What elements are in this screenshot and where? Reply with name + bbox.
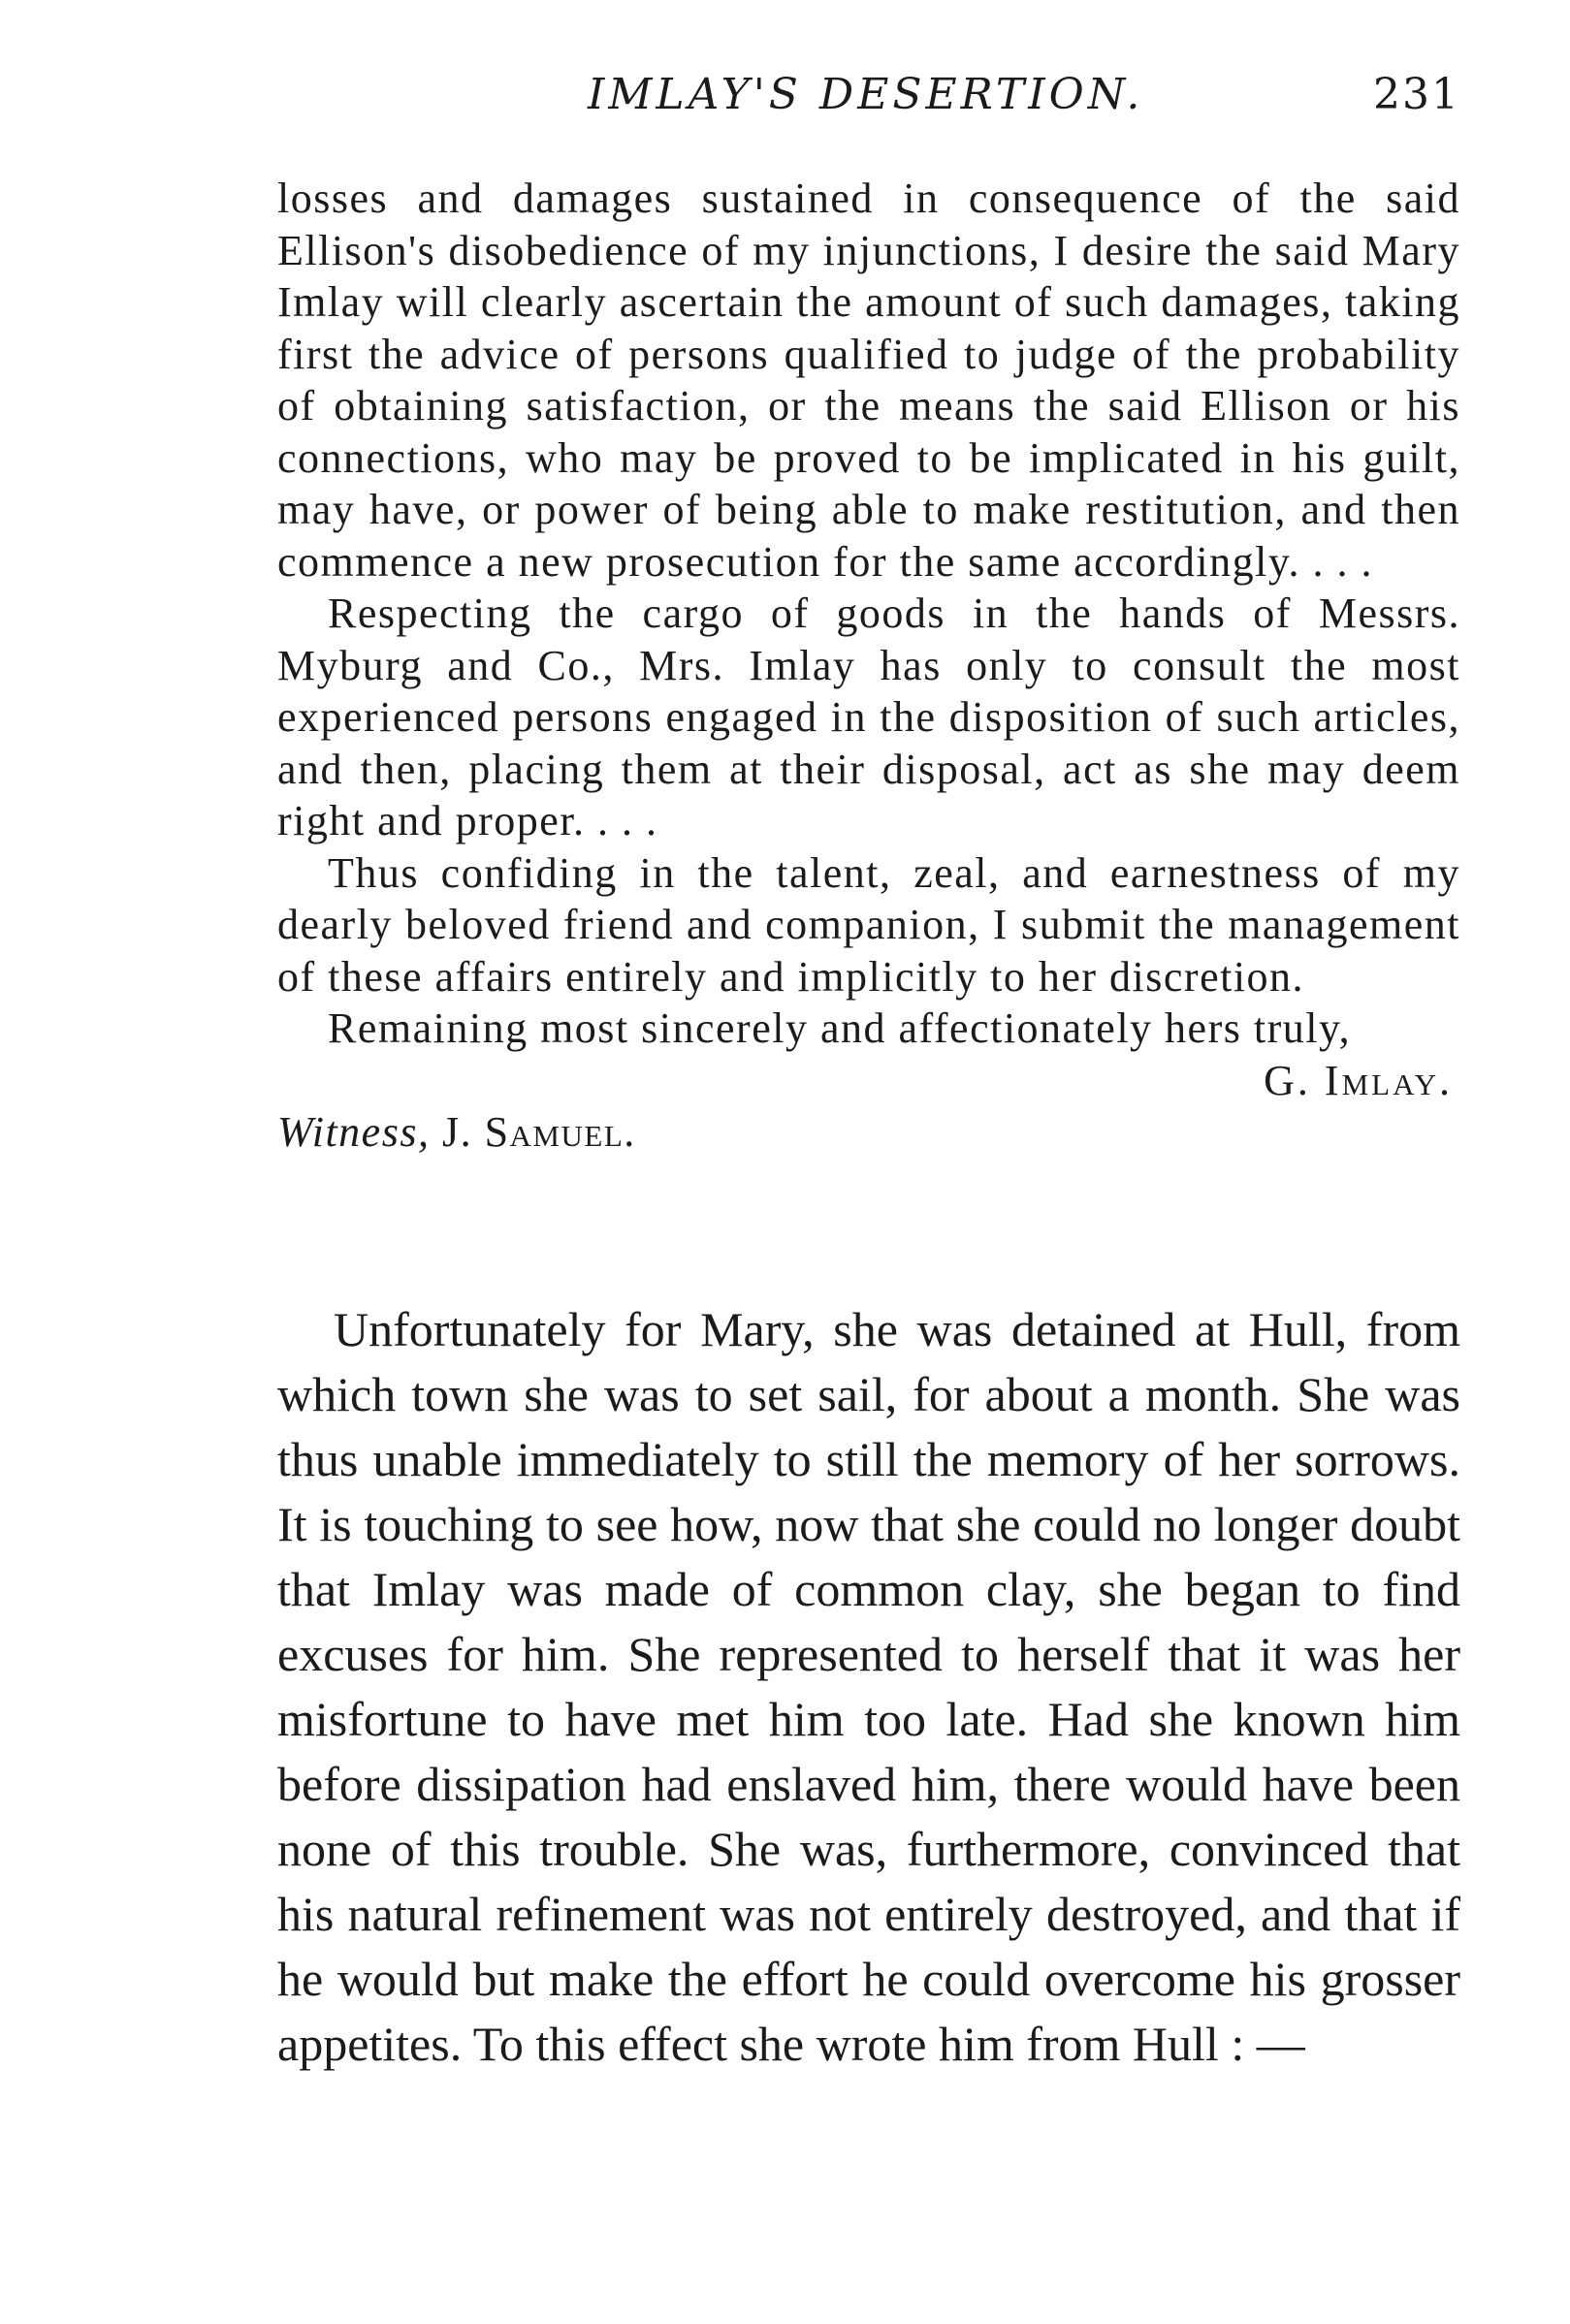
narrative-paragraph: Unfortunately for Mary, she was detained at Hull, from which town she was to set sail, for about a month. She was thus unable immediately to still the memory of her sorrows. It is touching to see how, now that she could no longer doubt that Imlay was made of common clay, she began to find excuses for him. She represented to herself that it was her misfortune to have met him too late. Had she known him before dissipation had enslaved him, there would have been none of this trouble. She was, furthermore, convinced that his natural refinement was not entirely destroyed, and that if he would but make the effort he could overcome his grosser appetites. To this effect she wrote him from Hull : — xyxy=(277,1302,1460,2071)
narrative-text xyxy=(277,1297,1460,2077)
letter-paragraph-losses: losses and damages sustained in consequence of the said Ellison's disobedience of my injunctions, I desire the said Mary Imlay will clearly ascertain the amount of such damages, taking first the advice of persons qualified to judge of the probability of obtaining satisfaction, or the means the said Ellison or his connections, who may be proved to be implicated in his guilt, may have, or power of being able to make restitution, and then commence a new prosecution for the same accordingly. . . . xyxy=(277,175,1460,586)
witness-label: Witness, xyxy=(277,1108,431,1156)
page-header xyxy=(277,70,1460,138)
witness-name: J. Samuel. xyxy=(441,1108,636,1156)
letter-paragraph-cargo: Respecting the cargo of goods in the hands of Messrs. Myburg and Co., Mrs. Imlay has only to consult the most experienced persons engaged in the disposition of such articles, and then, placing them at their disposal, act as she may deem right and proper. . . . xyxy=(277,589,1460,844)
running-title: IMLAY'S DESERTION. xyxy=(588,70,1144,119)
page-number: 231 xyxy=(1373,70,1460,119)
letter-closing: Remaining most sincerely and affectionately hers truly, xyxy=(328,1004,1352,1052)
letter-paragraph-confiding: Thus confiding in the talent, zeal, and earnestness of my dearly beloved friend and companion, I submit the management of these affairs entirely and implicitly to her discretion. xyxy=(277,848,1460,1001)
witness-line xyxy=(277,1106,1460,1159)
quoted-letter xyxy=(277,173,1460,1159)
letter-signature: G. Imlay. xyxy=(1264,1056,1453,1104)
